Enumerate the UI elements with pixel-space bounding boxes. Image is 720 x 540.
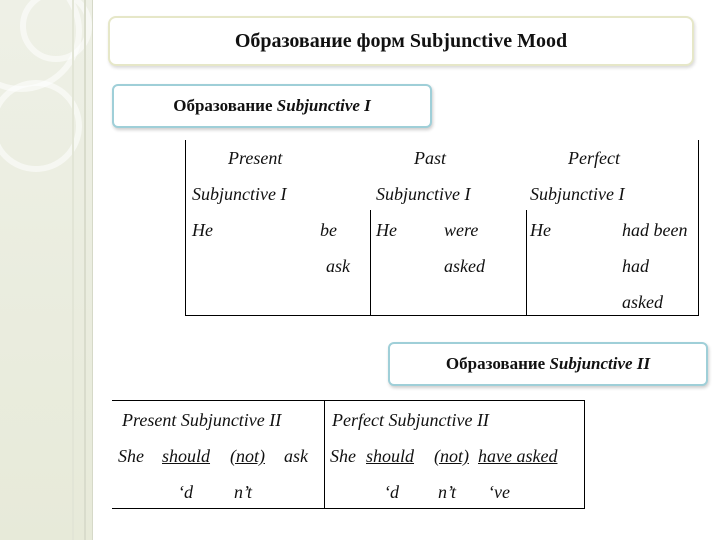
present-header-line1: Present: [228, 148, 283, 168]
perfect-header-line1: Perfect: [568, 148, 620, 168]
table-divider: [324, 400, 325, 508]
past-header-line2: Subjunctive I: [376, 184, 471, 204]
present-sub2-not: (not): [230, 446, 265, 466]
subjunctive-1-heading: [112, 84, 432, 128]
heading-prefix: Образование: [445, 354, 550, 373]
present-subject: He: [192, 220, 213, 240]
subjunctive-1-table: [185, 140, 699, 316]
present-verb-ask: ask: [326, 256, 350, 276]
perfect-verb-asked: asked: [622, 292, 663, 312]
decorative-sidebar: [0, 0, 93, 540]
perfect-verb-had-been: had been: [622, 220, 688, 240]
perfect-sub2-subject: She: [330, 446, 356, 466]
heading-prefix: Образование: [173, 96, 277, 115]
present-sub2-short-nt: n’t: [234, 482, 252, 502]
perfect-sub2-should: should: [366, 446, 415, 466]
table-divider: [526, 210, 527, 315]
present-header-line2: Subjunctive I: [192, 184, 287, 204]
perfect-verb-had: had: [622, 256, 649, 276]
present-verb-be: be: [320, 220, 337, 240]
perfect-sub2-have-asked: have asked: [478, 446, 558, 466]
perfect-sub2-short-d: ‘d: [384, 482, 399, 502]
heading-italic: Subjunctive I: [276, 96, 371, 115]
present-sub2-should: should: [162, 446, 211, 466]
perfect-subject: He: [530, 220, 551, 240]
subjunctive-2-heading: [388, 342, 708, 386]
heading-italic: Subjunctive II: [549, 354, 651, 373]
table-divider: [112, 400, 584, 401]
table-divider: [370, 210, 371, 315]
past-verb-asked: asked: [444, 256, 485, 276]
decorative-line: [84, 0, 86, 540]
present-sub2-ask: ask: [284, 446, 308, 466]
perfect-header-line2: Subjunctive I: [530, 184, 625, 204]
past-verb-were: were: [444, 220, 479, 240]
perfect-sub2-header: Perfect Subjunctive II: [332, 410, 489, 430]
present-sub2-short-d: ‘d: [178, 482, 193, 502]
subjunctive-2-table: [112, 400, 585, 509]
perfect-sub2-not: (not): [434, 446, 469, 466]
present-sub2-header: Present Subjunctive II: [122, 410, 282, 430]
decorative-ring: [0, 80, 82, 172]
past-subject: He: [376, 220, 397, 240]
present-sub2-subject: She: [118, 446, 144, 466]
perfect-sub2-short-nt: n’t: [438, 482, 456, 502]
past-header-line1: Past: [414, 148, 447, 168]
decorative-line: [72, 0, 74, 540]
perfect-sub2-short-ve: ‘ve: [488, 482, 510, 502]
page-title: [108, 16, 694, 66]
page-title-text: Образование форм Subjunctive Mood: [234, 29, 568, 52]
